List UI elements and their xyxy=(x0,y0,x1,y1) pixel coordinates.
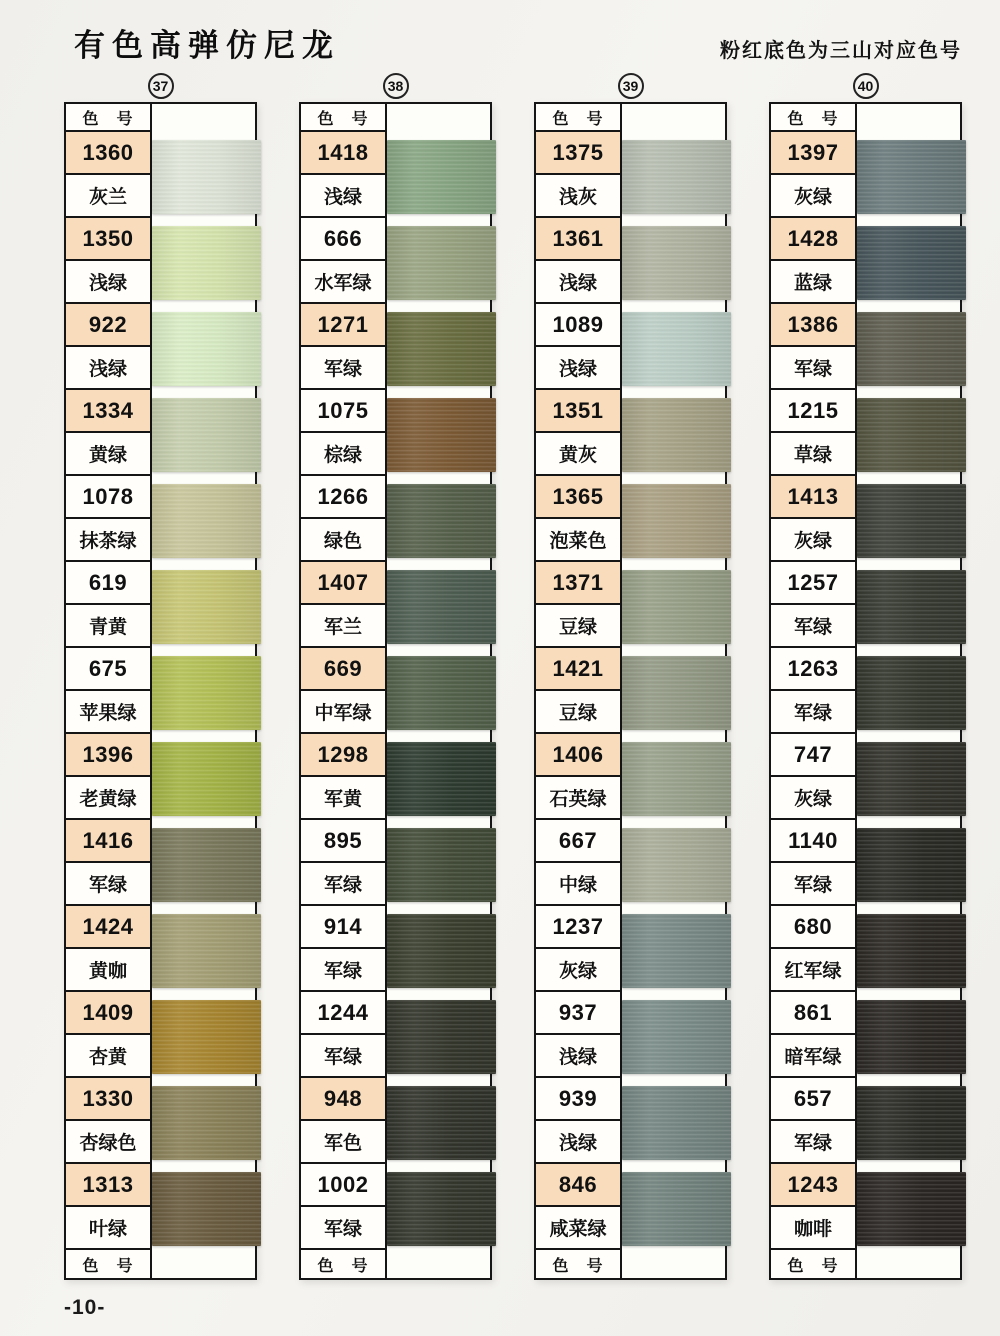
color-code-cell: 1334 xyxy=(66,390,150,433)
thread-swatch xyxy=(857,1086,966,1160)
thread-swatch xyxy=(387,570,496,644)
thread-swatch xyxy=(387,312,496,386)
color-code-cell: 846 xyxy=(536,1164,620,1207)
color-code-cell: 1371 xyxy=(536,562,620,605)
color-code-cell: 1424 xyxy=(66,906,150,949)
color-name-cell: 浅绿 xyxy=(301,175,385,218)
thread-swatch xyxy=(622,1172,731,1246)
thread-swatch xyxy=(622,828,731,902)
color-code-cell: 1386 xyxy=(771,304,855,347)
thread-swatch xyxy=(152,226,261,300)
swatch-slot xyxy=(857,390,960,476)
color-code-cell: 1298 xyxy=(301,734,385,777)
color-code-cell: 667 xyxy=(536,820,620,863)
color-name-cell: 黄灰 xyxy=(536,433,620,476)
color-code-cell: 1140 xyxy=(771,820,855,863)
thread-swatch xyxy=(387,484,496,558)
column-number-badge: 40 xyxy=(853,73,879,99)
color-name-cell: 军绿 xyxy=(301,347,385,390)
column-footer-cell: 色 号 xyxy=(771,1250,855,1278)
swatch-slot xyxy=(152,734,255,820)
color-name-cell: 豆绿 xyxy=(536,691,620,734)
color-code-cell: 948 xyxy=(301,1078,385,1121)
swatch-slot xyxy=(152,390,255,476)
color-code-cell: 1421 xyxy=(536,648,620,691)
page-number: -10- xyxy=(64,1296,106,1319)
column-header-cell: 色 号 xyxy=(66,104,150,132)
color-name-cell: 军黄 xyxy=(301,777,385,820)
color-name-cell: 黄咖 xyxy=(66,949,150,992)
thread-swatch xyxy=(857,828,966,902)
swatch-slot xyxy=(387,132,490,218)
swatch-slot xyxy=(152,304,255,390)
color-code-cell: 1271 xyxy=(301,304,385,347)
swatch-slot xyxy=(622,390,725,476)
swatch-slot xyxy=(152,1164,255,1250)
color-name-cell: 杏黄 xyxy=(66,1035,150,1078)
swatch-slot xyxy=(622,132,725,218)
swatch-slot xyxy=(622,734,725,820)
swatch-slot xyxy=(387,1078,490,1164)
swatch-slot xyxy=(152,132,255,218)
thread-swatch xyxy=(622,140,731,214)
swatch-slot xyxy=(622,992,725,1078)
color-name-cell: 军绿 xyxy=(771,1121,855,1164)
thread-swatch xyxy=(152,570,261,644)
color-name-cell: 老黄绿 xyxy=(66,777,150,820)
swatch-slot xyxy=(857,648,960,734)
color-code-cell: 1313 xyxy=(66,1164,150,1207)
thread-swatch xyxy=(152,656,261,730)
color-code-cell: 939 xyxy=(536,1078,620,1121)
swatch-slot xyxy=(622,476,725,562)
color-name-cell: 军绿 xyxy=(301,1035,385,1078)
swatch-slot xyxy=(857,992,960,1078)
thread-swatch xyxy=(622,742,731,816)
thread-swatch xyxy=(622,1000,731,1074)
color-code-cell: 861 xyxy=(771,992,855,1035)
swatch-slot xyxy=(622,906,725,992)
swatch-slot xyxy=(152,1078,255,1164)
color-code-cell: 1418 xyxy=(301,132,385,175)
swatch-slot xyxy=(387,906,490,992)
swatch-slot xyxy=(387,476,490,562)
swatch-slot xyxy=(387,390,490,476)
color-code-cell: 675 xyxy=(66,648,150,691)
thread-swatch xyxy=(387,226,496,300)
color-card xyxy=(299,102,492,1280)
color-code-cell: 1360 xyxy=(66,132,150,175)
thread-swatch xyxy=(622,226,731,300)
swatch-slot xyxy=(152,476,255,562)
swatch-slot xyxy=(622,1164,725,1250)
thread-swatch xyxy=(622,484,731,558)
swatch-slot xyxy=(152,218,255,304)
thread-swatch xyxy=(387,398,496,472)
swatch-slot xyxy=(857,1078,960,1164)
color-name-cell: 军绿 xyxy=(301,1207,385,1250)
thread-swatch xyxy=(387,1000,496,1074)
swatch-slot xyxy=(622,562,725,648)
thread-swatch xyxy=(387,656,496,730)
color-code-cell: 1237 xyxy=(536,906,620,949)
thread-swatch xyxy=(857,312,966,386)
color-name-cell: 浅绿 xyxy=(536,1035,620,1078)
color-name-cell: 黄绿 xyxy=(66,433,150,476)
color-code-cell: 1257 xyxy=(771,562,855,605)
color-card xyxy=(769,102,962,1280)
swatch-slot xyxy=(387,820,490,906)
color-name-cell: 水军绿 xyxy=(301,261,385,304)
color-code-cell: 1244 xyxy=(301,992,385,1035)
code-name-column xyxy=(301,104,387,1278)
swatch-slot xyxy=(857,906,960,992)
swatch-slot xyxy=(387,734,490,820)
column-header-cell: 色 号 xyxy=(536,104,620,132)
color-code-cell: 1416 xyxy=(66,820,150,863)
thread-swatch xyxy=(387,914,496,988)
color-name-cell: 暗军绿 xyxy=(771,1035,855,1078)
swatch-slot xyxy=(857,734,960,820)
color-code-cell: 657 xyxy=(771,1078,855,1121)
color-name-cell: 中绿 xyxy=(536,863,620,906)
column-number-badge: 38 xyxy=(383,73,409,99)
color-code-cell: 1263 xyxy=(771,648,855,691)
swatch-slot xyxy=(857,132,960,218)
color-name-cell: 浅绿 xyxy=(536,347,620,390)
thread-swatch xyxy=(857,742,966,816)
swatch-slot xyxy=(152,992,255,1078)
color-code-cell: 1351 xyxy=(536,390,620,433)
color-code-cell: 1375 xyxy=(536,132,620,175)
code-name-column xyxy=(66,104,152,1278)
swatch-slot xyxy=(387,562,490,648)
thread-swatch xyxy=(857,484,966,558)
color-code-cell: 1428 xyxy=(771,218,855,261)
thread-swatch xyxy=(152,914,261,988)
color-name-cell: 蓝绿 xyxy=(771,261,855,304)
swatch-slot xyxy=(857,562,960,648)
color-name-cell: 叶绿 xyxy=(66,1207,150,1250)
swatch-slot xyxy=(622,218,725,304)
color-name-cell: 杏绿色 xyxy=(66,1121,150,1164)
thread-swatch xyxy=(622,312,731,386)
color-name-cell: 军绿 xyxy=(301,863,385,906)
thread-swatch xyxy=(152,1172,261,1246)
color-name-cell: 苹果绿 xyxy=(66,691,150,734)
color-name-cell: 灰绿 xyxy=(536,949,620,992)
thread-swatch xyxy=(152,828,261,902)
thread-swatch-column xyxy=(857,104,960,1278)
thread-swatch xyxy=(857,914,966,988)
color-name-cell: 军绿 xyxy=(771,691,855,734)
code-name-column xyxy=(536,104,622,1278)
swatch-slot xyxy=(857,218,960,304)
color-name-cell: 草绿 xyxy=(771,433,855,476)
thread-swatch xyxy=(152,312,261,386)
thread-swatch xyxy=(857,140,966,214)
column-number-badge: 39 xyxy=(618,73,644,99)
color-card xyxy=(64,102,257,1280)
color-code-cell: 914 xyxy=(301,906,385,949)
thread-swatch xyxy=(152,140,261,214)
column-footer-cell: 色 号 xyxy=(536,1250,620,1278)
page-header xyxy=(0,0,1000,65)
thread-swatch xyxy=(622,1086,731,1160)
color-code-cell: 895 xyxy=(301,820,385,863)
color-name-cell: 豆绿 xyxy=(536,605,620,648)
color-code-cell: 1407 xyxy=(301,562,385,605)
pink-background-note: 粉红底色为三山对应色号 xyxy=(720,40,962,62)
color-name-cell: 灰绿 xyxy=(771,175,855,218)
thread-swatch xyxy=(387,1086,496,1160)
swatch-slot xyxy=(622,648,725,734)
color-name-cell: 咸菜绿 xyxy=(536,1207,620,1250)
thread-swatch xyxy=(857,398,966,472)
color-name-cell: 军绿 xyxy=(771,605,855,648)
swatch-slot xyxy=(622,1078,725,1164)
color-name-cell: 军绿 xyxy=(301,949,385,992)
color-code-cell: 1330 xyxy=(66,1078,150,1121)
thread-swatch xyxy=(857,1000,966,1074)
color-code-cell: 1409 xyxy=(66,992,150,1035)
column-header-cell: 色 号 xyxy=(771,104,855,132)
color-name-cell: 浅绿 xyxy=(66,261,150,304)
swatch-slot xyxy=(857,820,960,906)
thread-swatch xyxy=(387,742,496,816)
color-name-cell: 浅绿 xyxy=(536,1121,620,1164)
color-name-cell: 军绿 xyxy=(771,347,855,390)
color-code-cell: 1350 xyxy=(66,218,150,261)
swatch-slot xyxy=(857,476,960,562)
color-code-cell: 1406 xyxy=(536,734,620,777)
thread-swatch xyxy=(857,570,966,644)
thread-swatch xyxy=(152,1000,261,1074)
color-code-cell: 680 xyxy=(771,906,855,949)
color-name-cell: 青黄 xyxy=(66,605,150,648)
color-card xyxy=(534,102,727,1280)
thread-swatch xyxy=(387,1172,496,1246)
color-name-cell: 中军绿 xyxy=(301,691,385,734)
color-card-column-39 xyxy=(534,73,727,1280)
swatch-slot xyxy=(152,820,255,906)
page-title: 有色高弹仿尼龙 xyxy=(74,28,340,63)
color-code-cell: 1075 xyxy=(301,390,385,433)
code-name-column xyxy=(771,104,857,1278)
thread-swatch xyxy=(387,140,496,214)
thread-swatch-column xyxy=(387,104,490,1278)
color-name-cell: 绿色 xyxy=(301,519,385,562)
color-code-cell: 1361 xyxy=(536,218,620,261)
swatch-slot xyxy=(857,1164,960,1250)
swatch-slot xyxy=(152,562,255,648)
swatch-slot xyxy=(622,820,725,906)
color-card-column-37 xyxy=(64,73,257,1280)
swatch-slot xyxy=(152,648,255,734)
thread-swatch-column xyxy=(622,104,725,1278)
color-name-cell: 军绿 xyxy=(66,863,150,906)
column-header-cell: 色 号 xyxy=(301,104,385,132)
thread-swatch xyxy=(152,398,261,472)
thread-swatch xyxy=(857,656,966,730)
column-footer-cell: 色 号 xyxy=(301,1250,385,1278)
swatch-slot xyxy=(622,304,725,390)
swatch-slot xyxy=(387,304,490,390)
swatch-slot xyxy=(387,218,490,304)
color-name-cell: 棕绿 xyxy=(301,433,385,476)
swatch-slot xyxy=(387,992,490,1078)
color-name-cell: 红军绿 xyxy=(771,949,855,992)
color-code-cell: 1266 xyxy=(301,476,385,519)
color-name-cell: 浅绿 xyxy=(536,261,620,304)
color-name-cell: 军绿 xyxy=(771,863,855,906)
color-name-cell: 泡菜色 xyxy=(536,519,620,562)
color-name-cell: 灰绿 xyxy=(771,519,855,562)
thread-swatch xyxy=(857,226,966,300)
color-code-cell: 1002 xyxy=(301,1164,385,1207)
color-code-cell: 937 xyxy=(536,992,620,1035)
color-code-cell: 669 xyxy=(301,648,385,691)
color-name-cell: 石英绿 xyxy=(536,777,620,820)
color-card-column-40 xyxy=(769,73,962,1280)
swatch-slot xyxy=(387,1164,490,1250)
color-name-cell: 咖啡 xyxy=(771,1207,855,1250)
color-code-cell: 922 xyxy=(66,304,150,347)
color-code-cell: 1413 xyxy=(771,476,855,519)
column-number-badge: 37 xyxy=(148,73,174,99)
thread-swatch xyxy=(622,656,731,730)
thread-swatch xyxy=(622,398,731,472)
columns xyxy=(0,73,1000,1280)
thread-swatch-column xyxy=(152,104,255,1278)
thread-swatch xyxy=(387,828,496,902)
color-name-cell: 灰绿 xyxy=(771,777,855,820)
swatch-slot xyxy=(387,648,490,734)
color-code-cell: 1397 xyxy=(771,132,855,175)
color-code-cell: 1078 xyxy=(66,476,150,519)
color-code-cell: 1215 xyxy=(771,390,855,433)
color-code-cell: 747 xyxy=(771,734,855,777)
swatch-slot xyxy=(152,906,255,992)
thread-swatch xyxy=(152,484,261,558)
color-code-cell: 1365 xyxy=(536,476,620,519)
color-code-cell: 1243 xyxy=(771,1164,855,1207)
thread-swatch xyxy=(622,570,731,644)
color-name-cell: 灰兰 xyxy=(66,175,150,218)
thread-swatch xyxy=(152,1086,261,1160)
swatch-slot xyxy=(857,304,960,390)
color-name-cell: 浅灰 xyxy=(536,175,620,218)
thread-swatch xyxy=(152,742,261,816)
thread-swatch xyxy=(622,914,731,988)
thread-swatch xyxy=(857,1172,966,1246)
color-code-cell: 666 xyxy=(301,218,385,261)
color-code-cell: 1396 xyxy=(66,734,150,777)
column-footer-cell: 色 号 xyxy=(66,1250,150,1278)
color-name-cell: 抹茶绿 xyxy=(66,519,150,562)
color-name-cell: 浅绿 xyxy=(66,347,150,390)
color-code-cell: 619 xyxy=(66,562,150,605)
color-name-cell: 军兰 xyxy=(301,605,385,648)
color-name-cell: 军色 xyxy=(301,1121,385,1164)
color-card-column-38 xyxy=(299,73,492,1280)
color-code-cell: 1089 xyxy=(536,304,620,347)
